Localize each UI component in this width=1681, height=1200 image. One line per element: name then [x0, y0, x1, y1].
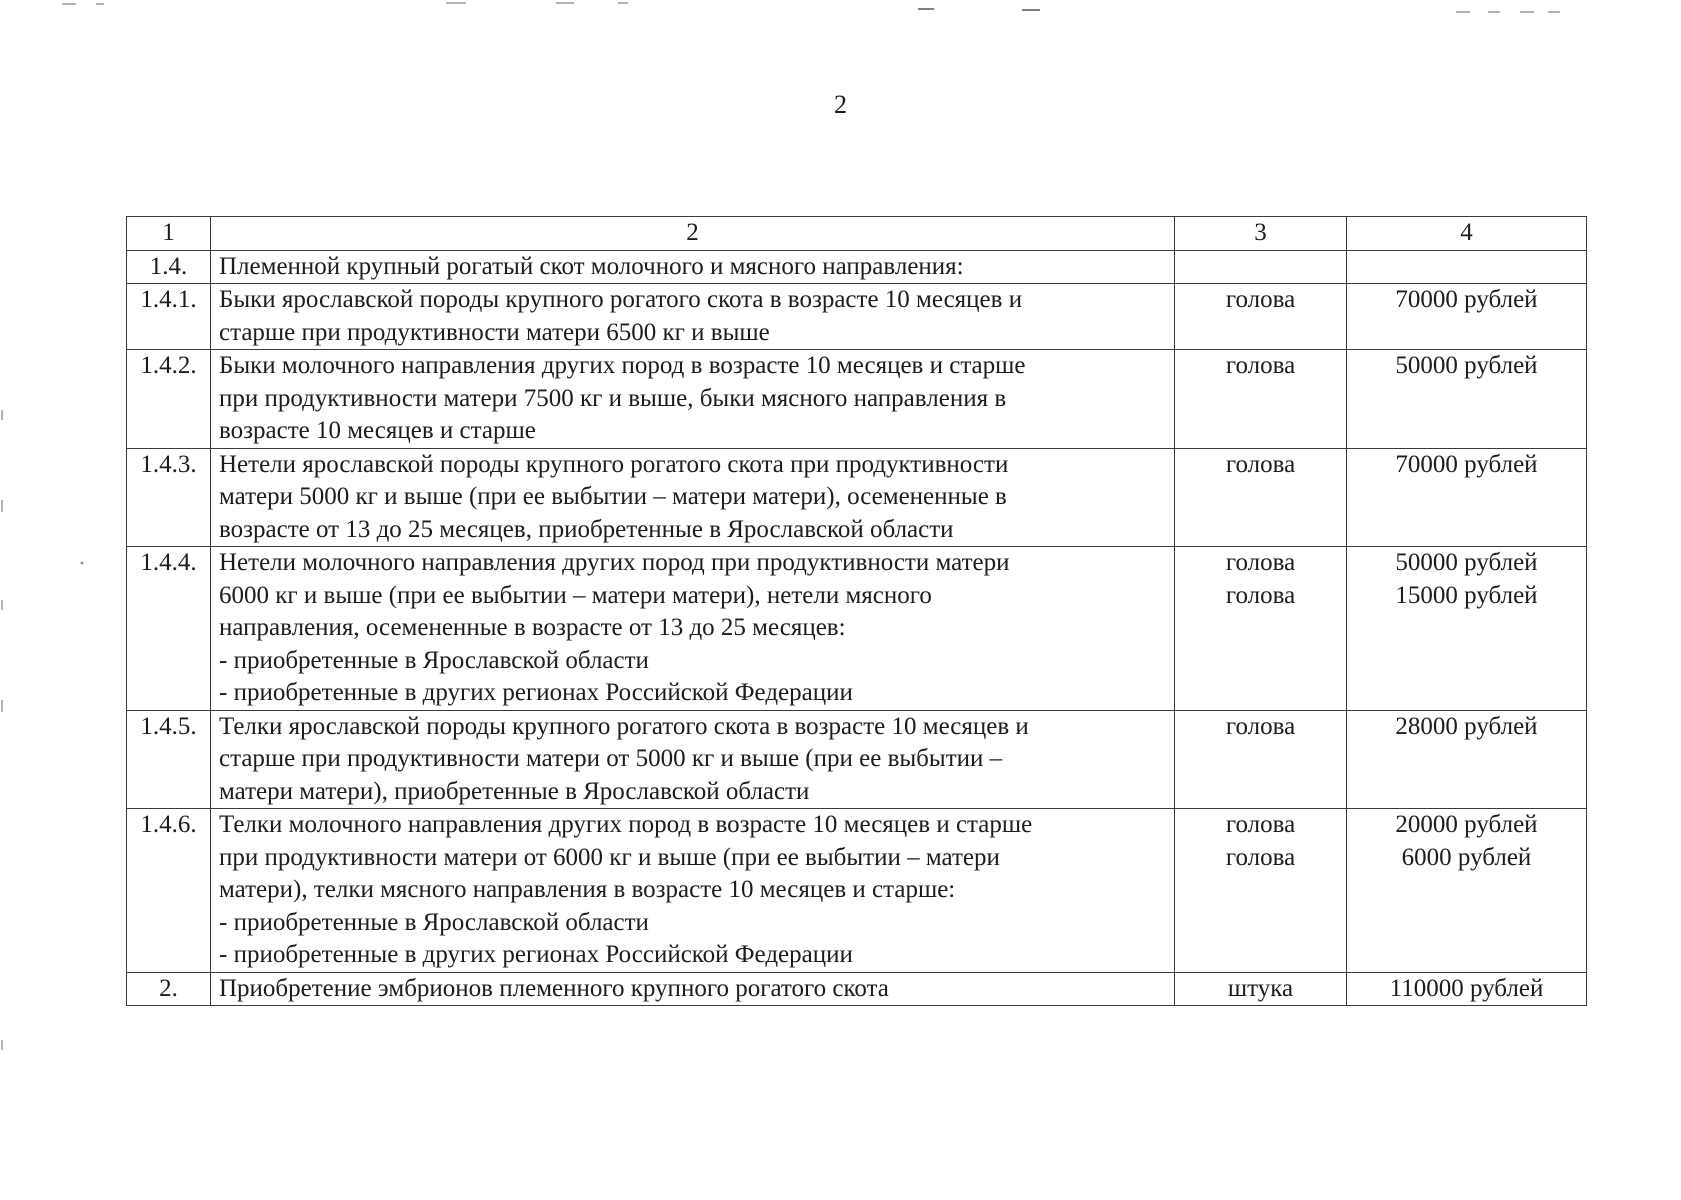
- table-row: [127, 710, 1587, 809]
- unit-value: голова: [1225, 286, 1296, 313]
- unit-value: штука: [1227, 974, 1294, 1002]
- table-row: [127, 547, 1587, 711]
- item-description: [211, 250, 1175, 284]
- description-line: при продуктивности матери от 6000 кг и выше (при ее выбытии – матери: [219, 843, 1000, 871]
- description-line: - приобретенные в других регионах Российской Федерации: [219, 679, 853, 706]
- description-line: при продуктивности матери 7500 кг и выше, быки мясного направления в: [219, 384, 1007, 412]
- description-line: - приобретенные в других регионах Российской Федерации: [219, 941, 853, 968]
- item-number: 1.4.3.: [127, 448, 211, 547]
- table-row: [127, 250, 1587, 284]
- unit-value: голова: [1225, 549, 1296, 576]
- table-row: [127, 972, 1587, 1006]
- description-line: матери), телки мясного направления в возрасте 10 месяцев и старше:: [219, 876, 956, 903]
- description-line: Телки ярославской породы крупного рогатого скота в возрасте 10 месяцев и: [219, 712, 1029, 740]
- header-cell-price: 4: [1347, 217, 1587, 251]
- description-line: матери матери), приобретенные в Ярославской области: [219, 777, 810, 805]
- price-value: 50000 рублей: [1395, 352, 1538, 379]
- price-value: 6000 рублей: [1401, 843, 1532, 871]
- item-unit: [1175, 710, 1347, 809]
- table-row: [127, 809, 1587, 973]
- price-value: 28000 рублей: [1395, 712, 1538, 740]
- description-line: Быки молочного направления других пород в возрасте 10 месяцев и старше: [219, 352, 1026, 379]
- price-value: 20000 рублей: [1395, 811, 1538, 838]
- item-price: [1347, 809, 1587, 973]
- description-line: - приобретенные в Ярославской области: [219, 908, 649, 936]
- table-row: [127, 448, 1587, 547]
- item-description: [211, 547, 1175, 711]
- header-cell-num: 1: [127, 217, 211, 251]
- description-line: Нетели молочного направления других пород при продуктивности матери: [219, 549, 1010, 576]
- item-number: 1.4.6.: [127, 809, 211, 973]
- item-price: [1347, 547, 1587, 711]
- item-number: 1.4.2.: [127, 350, 211, 449]
- price-value: 50000 рублей: [1395, 549, 1538, 576]
- description-line: Телки молочного направления других пород в возрасте 10 месяцев и старше: [219, 811, 1033, 838]
- item-price: [1347, 284, 1587, 350]
- item-unit: [1175, 284, 1347, 350]
- item-unit: [1175, 350, 1347, 449]
- description-line: Приобретение эмбрионов племенного крупного рогатого скота: [219, 974, 889, 1002]
- unit-value: голова: [1225, 581, 1296, 609]
- item-price: [1347, 350, 1587, 449]
- item-number: 1.4.4.: [127, 547, 211, 711]
- item-unit: [1175, 809, 1347, 973]
- description-line: возрасте 10 месяцев и старше: [219, 417, 536, 444]
- item-unit: [1175, 250, 1347, 284]
- item-description: [211, 809, 1175, 973]
- item-number: 2.: [127, 972, 211, 1006]
- item-price: [1347, 972, 1587, 1006]
- header-row: [127, 217, 1587, 251]
- description-line: Быки ярославской породы крупного рогатого скота в возрасте 10 месяцев и: [219, 286, 1023, 313]
- unit-value: голова: [1225, 712, 1296, 740]
- page-number: 2: [834, 90, 847, 119]
- unit-value: голова: [1225, 843, 1296, 871]
- item-number: 1.4.5.: [127, 710, 211, 809]
- item-description: [211, 284, 1175, 350]
- description-line: старше при продуктивности матери от 5000 кг и выше (при ее выбытии –: [219, 745, 1003, 772]
- item-description: [211, 710, 1175, 809]
- item-description: [211, 350, 1175, 449]
- item-unit: [1175, 448, 1347, 547]
- description-line: старше при продуктивности матери 6500 кг и выше: [219, 318, 770, 346]
- table-row: [127, 350, 1587, 449]
- price-value: 70000 рублей: [1395, 450, 1538, 478]
- price-value: 15000 рублей: [1395, 581, 1538, 609]
- description-line: 6000 кг и выше (при ее выбытии – матери матери), нетели мясного: [219, 581, 932, 609]
- unit-value: голова: [1225, 352, 1296, 379]
- item-number: 1.4.: [127, 250, 211, 284]
- price-value: 110000 рублей: [1389, 974, 1544, 1002]
- description-line: матери 5000 кг и выше (при ее выбытии – матери матери), осемененные в: [219, 483, 1007, 510]
- price-value: 70000 рублей: [1395, 286, 1538, 313]
- header-cell-unit: 3: [1175, 217, 1347, 251]
- description-line: Племенной крупный рогатый скот молочного и мясного направления:: [219, 252, 964, 280]
- description-line: - приобретенные в Ярославской области: [219, 646, 649, 674]
- item-price: [1347, 710, 1587, 809]
- item-number: 1.4.1.: [127, 284, 211, 350]
- unit-value: голова: [1225, 450, 1296, 478]
- item-price: [1347, 250, 1587, 284]
- unit-value: голова: [1225, 811, 1296, 838]
- item-unit: [1175, 547, 1347, 711]
- table-row: [127, 284, 1587, 350]
- item-price: [1347, 448, 1587, 547]
- header-cell-desc: 2: [211, 217, 1175, 251]
- tariff-table: [126, 216, 1587, 1006]
- description-line: Нетели ярославской породы крупного рогатого скота при продуктивности: [219, 450, 1009, 478]
- item-unit: [1175, 972, 1347, 1006]
- description-line: направления, осемененные в возрасте от 13 до 25 месяцев:: [219, 614, 846, 641]
- description-line: возрасте от 13 до 25 месяцев, приобретенные в Ярославской области: [219, 515, 954, 543]
- item-description: [211, 448, 1175, 547]
- item-description: [211, 972, 1175, 1006]
